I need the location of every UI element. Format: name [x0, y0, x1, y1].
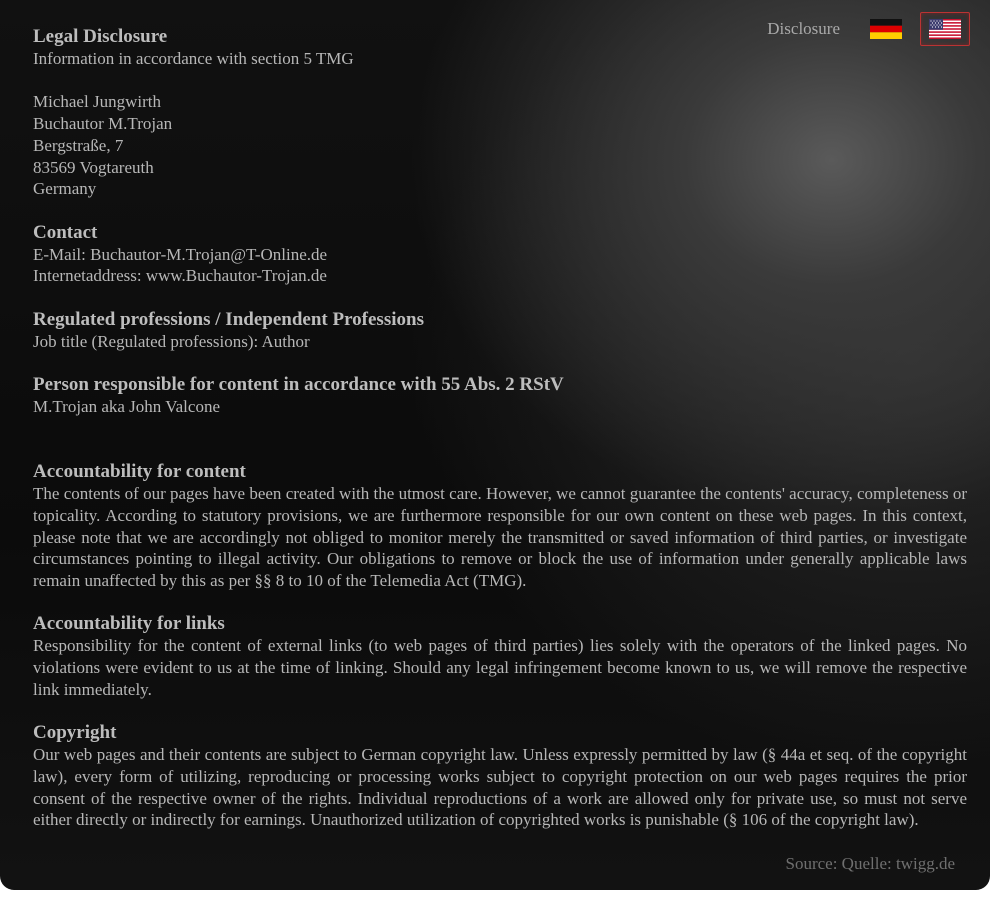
- responsible-text: M.Trojan aka John Valcone: [33, 397, 220, 417]
- copyright-heading: Copyright: [33, 722, 117, 744]
- accountability-links-heading: Accountability for links: [33, 613, 225, 635]
- address-line: Buchautor M.Trojan: [33, 114, 173, 134]
- copyright-text: Our web pages and their contents are subject to German copyright law. Unless expressly permitted by law (§ 44a et seq. of the copyright law), every form of utilizing, reproducing or processing works subject to copyright protection on our web pages requires the prior consent of the respective owner of the rights. Individual reproductions of a work are allowed only for private use, so must not serve either directly or indirectly for earnings. Unauthorized utilization of copyrighted works is punishable (§ 106 of the copyright law).: [33, 745, 967, 830]
- source-credit: Source: Quelle: twigg.de: [785, 854, 955, 873]
- disclosure-content: [33, 26, 967, 831]
- address-line: 83569 Vogtareuth: [33, 157, 154, 177]
- address-line: Bergstraße, 7: [33, 135, 124, 155]
- legal-disclosure-subtitle: Information in accordance with section 5 TMG: [33, 49, 354, 68]
- contact-heading: Contact: [33, 221, 98, 243]
- contact-email: E-Mail: Buchautor-M.Trojan@T-Online.de: [33, 244, 328, 264]
- responsible-heading: Person responsible for content in accordance with 55 Abs. 2 RStV: [33, 374, 564, 396]
- accountability-content-heading: Accountability for content: [33, 461, 246, 483]
- accountability-content-text: The contents of our pages have been created with the utmost care. However, we cannot guarantee the contents' accuracy, completeness or topicality. According to statutory provisions, we are furthermore responsible for our own content on these web pages. In this context, please note that we are accordingly not obliged to monitor merely the transmitted or saved information of third parties, or investigate circumstances pointing to illegal activity. Our obligations to remove or block the use of information under generally applicable laws remain unaffected by this as per §§ 8 to 10 of the Telemedia Act (TMG).: [33, 484, 967, 590]
- disclosure-link[interactable]: Disclosure: [767, 19, 840, 38]
- legal-disclosure-heading: Legal Disclosure: [33, 26, 168, 47]
- professions-text: Job title (Regulated professions): Author: [33, 331, 310, 351]
- accountability-links-text: Responsibility for the content of external links (to web pages of third parties) lies solely with the operators of the linked pages. No violations were evident to us at the time of linking. Should any legal infringement become known to us, we will remove the respective link immediately.: [33, 636, 967, 699]
- contact-website: Internetaddress: www.Buchautor-Trojan.de: [33, 266, 327, 286]
- address-line: Michael Jungwirth: [33, 92, 161, 112]
- address-line: Germany: [33, 179, 97, 199]
- professions-heading: Regulated professions / Independent Professions: [33, 308, 424, 330]
